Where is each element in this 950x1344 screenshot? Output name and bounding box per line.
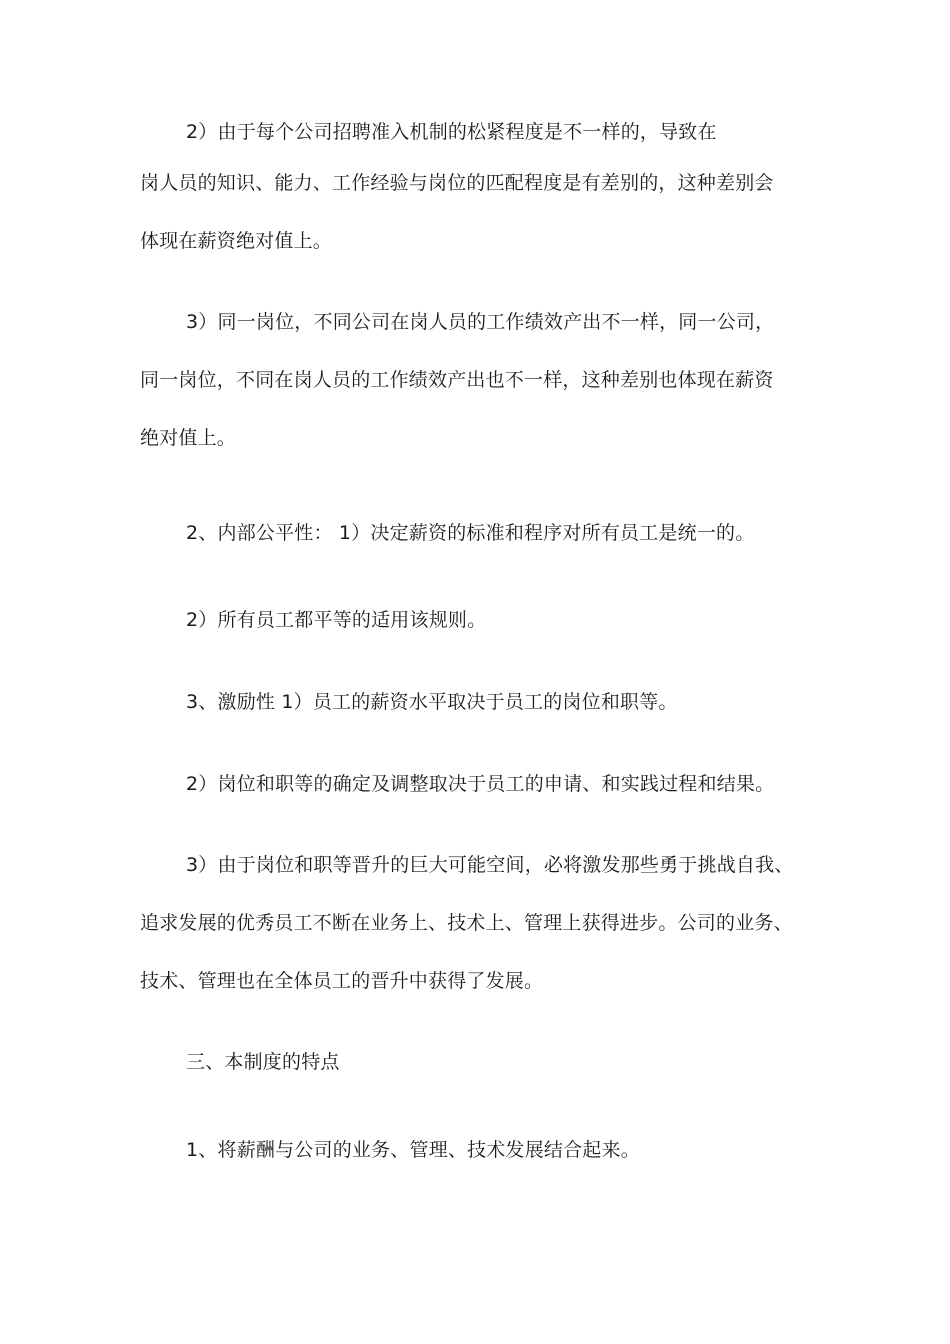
- paragraph-line: 3、激励性 1）员工的薪资水平取决于员工的岗位和职等。: [186, 691, 678, 713]
- paragraph-line: 1、将薪酬与公司的业务、管理、技术发展结合起来。: [186, 1139, 640, 1161]
- paragraph-line: 3）由于岗位和职等晋升的巨大可能空间，必将激发那些勇于挑战自我、: [186, 854, 794, 876]
- paragraph-line: 2）所有员工都平等的适用该规则。: [186, 609, 487, 631]
- paragraph-line: 体现在薪资绝对值上。: [140, 230, 333, 252]
- paragraph-line: 同一岗位，不同在岗人员的工作绩效产出也不一样，这种差别也体现在薪资: [140, 369, 774, 391]
- paragraph-line: 岗人员的知识、能力、工作经验与岗位的匹配程度是有差别的，这种差别会: [140, 172, 774, 194]
- paragraph-line: 绝对值上。: [140, 427, 237, 449]
- paragraph-line: 2）岗位和职等的确定及调整取决于员工的申请、和实践过程和结果。: [186, 773, 775, 795]
- paragraph-line: 技术、管理也在全体员工的晋升中获得了发展。: [140, 970, 544, 992]
- paragraph-line: 2）由于每个公司招聘准入机制的松紧程度是不一样的，导致在: [186, 121, 717, 143]
- paragraph-line: 3）同一岗位，不同公司在岗人员的工作绩效产出不一样，同一公司，: [186, 311, 775, 333]
- paragraph-line: 2、内部公平性： 1）决定薪资的标准和程序对所有员工是统一的。: [186, 522, 755, 544]
- paragraph-line: 追求发展的优秀员工不断在业务上、技术上、管理上获得进步。公司的业务、: [140, 912, 793, 934]
- section-heading: 三、本制度的特点: [186, 1051, 340, 1073]
